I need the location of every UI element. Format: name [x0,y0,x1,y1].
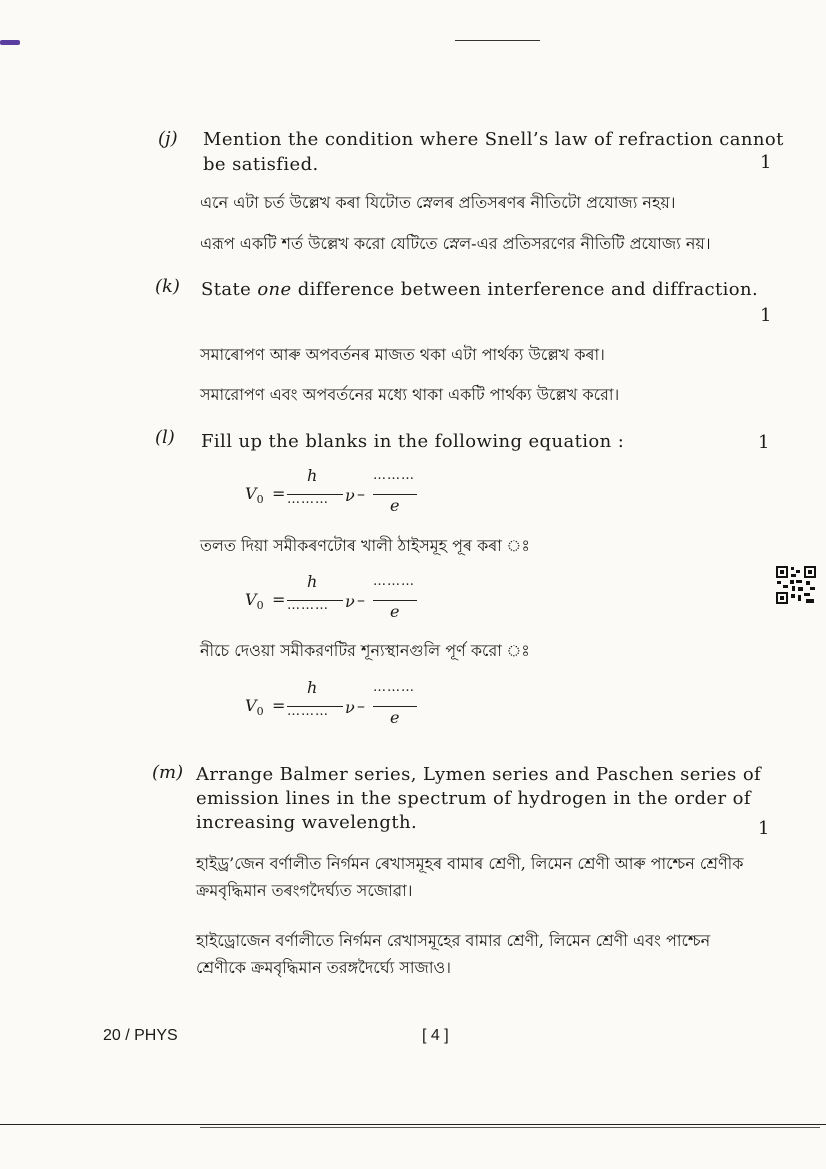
question-l-marks: 1 [758,432,770,453]
question-l-assamese: তলত দিয়া সমীকৰণটোৰ খালী ঠাইসমূহ পূৰ কৰা ঃ [200,536,530,555]
paper-code: 20 / PHYS [103,1027,178,1044]
equation-2: $V_0$ = h ……… ν – ……… e [245,572,415,621]
eq-lhs: V [245,484,257,503]
question-k-text: State one difference between interference and diffraction. [201,279,759,300]
question-l-bengali: নীচে দেওয়া সমীকরণটির শূন্যস্থানগুলি পূর্ণ করো ঃ [200,641,530,660]
question-j-assamese: এনে এটা চৰ্ত উল্লেখ কৰা যিটোত স্নেলৰ প্ৰতিসৰণৰ নীতিটো প্ৰযোজ্য নহয়। [200,193,676,212]
equation-3: $V_0$ = h ……… ν – ……… e [245,678,415,727]
question-j-line-1: Mention the condition where Snell’s law of refraction cannot [203,129,784,150]
question-j-line-2: be satisfied. [203,154,319,175]
qr-code-icon [776,566,816,604]
question-label-k: (k) [155,276,180,297]
eq-equals: = [272,484,286,503]
question-m-assamese-2: ক্ৰমবৃদ্ধিমান তৰংগদৈৰ্ঘ্যত সজোৱা। [196,881,413,900]
scan-mark [0,40,20,45]
question-k-marks: 1 [760,305,772,326]
question-m-line-2: emission lines in the spectrum of hydrogen in the order of [196,788,751,809]
question-m-bengali-2: শ্রেণীকে ক্রমবৃদ্ধিমান তরঙ্গদৈর্ঘ্যে সাজাও। [196,958,451,977]
eq-numerator: h [307,466,318,485]
question-m-line-3: increasing wavelength. [196,812,418,833]
question-m-bengali-1: হাইড্রোজেন বর্ণালীতে নির্গমন রেখাসমূহের বামার শ্রেণী, লিমেন শ্রেণী এবং পাশ্চেন [196,931,711,950]
eq-blank-denominator: ……… [287,492,329,507]
question-j-bengali: এরূপ একটি শর্ত উল্লেখ করো যেটিতে স্নেল-এর প্রতিসরণের নীতিটি প্রযোজ্য নয়। [200,234,711,253]
question-m-marks: 1 [758,818,770,839]
question-m-assamese-1: হাইড্ৰ’জেন বৰ্ণালীত নিৰ্গমন ৰেখাসমূহৰ বামাৰ শ্ৰেণী, লিমেন শ্ৰেণী আৰু পাশ্চেন শ্ৰেণীক [196,854,744,873]
question-l-text: Fill up the blanks in the following equation : [201,431,625,452]
footer-rule [0,1124,826,1125]
footer-rule-2 [200,1127,820,1128]
question-k-assamese: সমাৰোপণ আৰু অপবৰ্তনৰ মাজত থকা এটা পাৰ্থক্য উল্লেখ কৰা। [200,345,605,364]
eq-denominator: e [390,496,400,515]
question-label-l: (l) [155,427,175,448]
page-number: [ 4 ] [422,1027,449,1044]
eq-lhs-sub: 0 [256,493,264,507]
question-m-line-1: Arrange Balmer series, Lymen series and Paschen series of [196,764,762,785]
question-j-marks: 1 [760,152,772,173]
eq-minus: – [357,484,365,503]
eq-blank-numerator: ……… [373,468,415,483]
header-rule [455,40,540,41]
equation-1 [245,466,425,522]
eq-nu: ν [345,486,355,505]
eq-fraction-bar-2 [373,494,417,495]
question-k-bengali: সমারোপণ এবং অপবর্তনের মধ্যে থাকা একটি পার্থক্য উল্লেখ করো। [200,385,620,404]
question-label-m: (m) [152,762,184,783]
question-label-j: (j) [158,128,178,149]
